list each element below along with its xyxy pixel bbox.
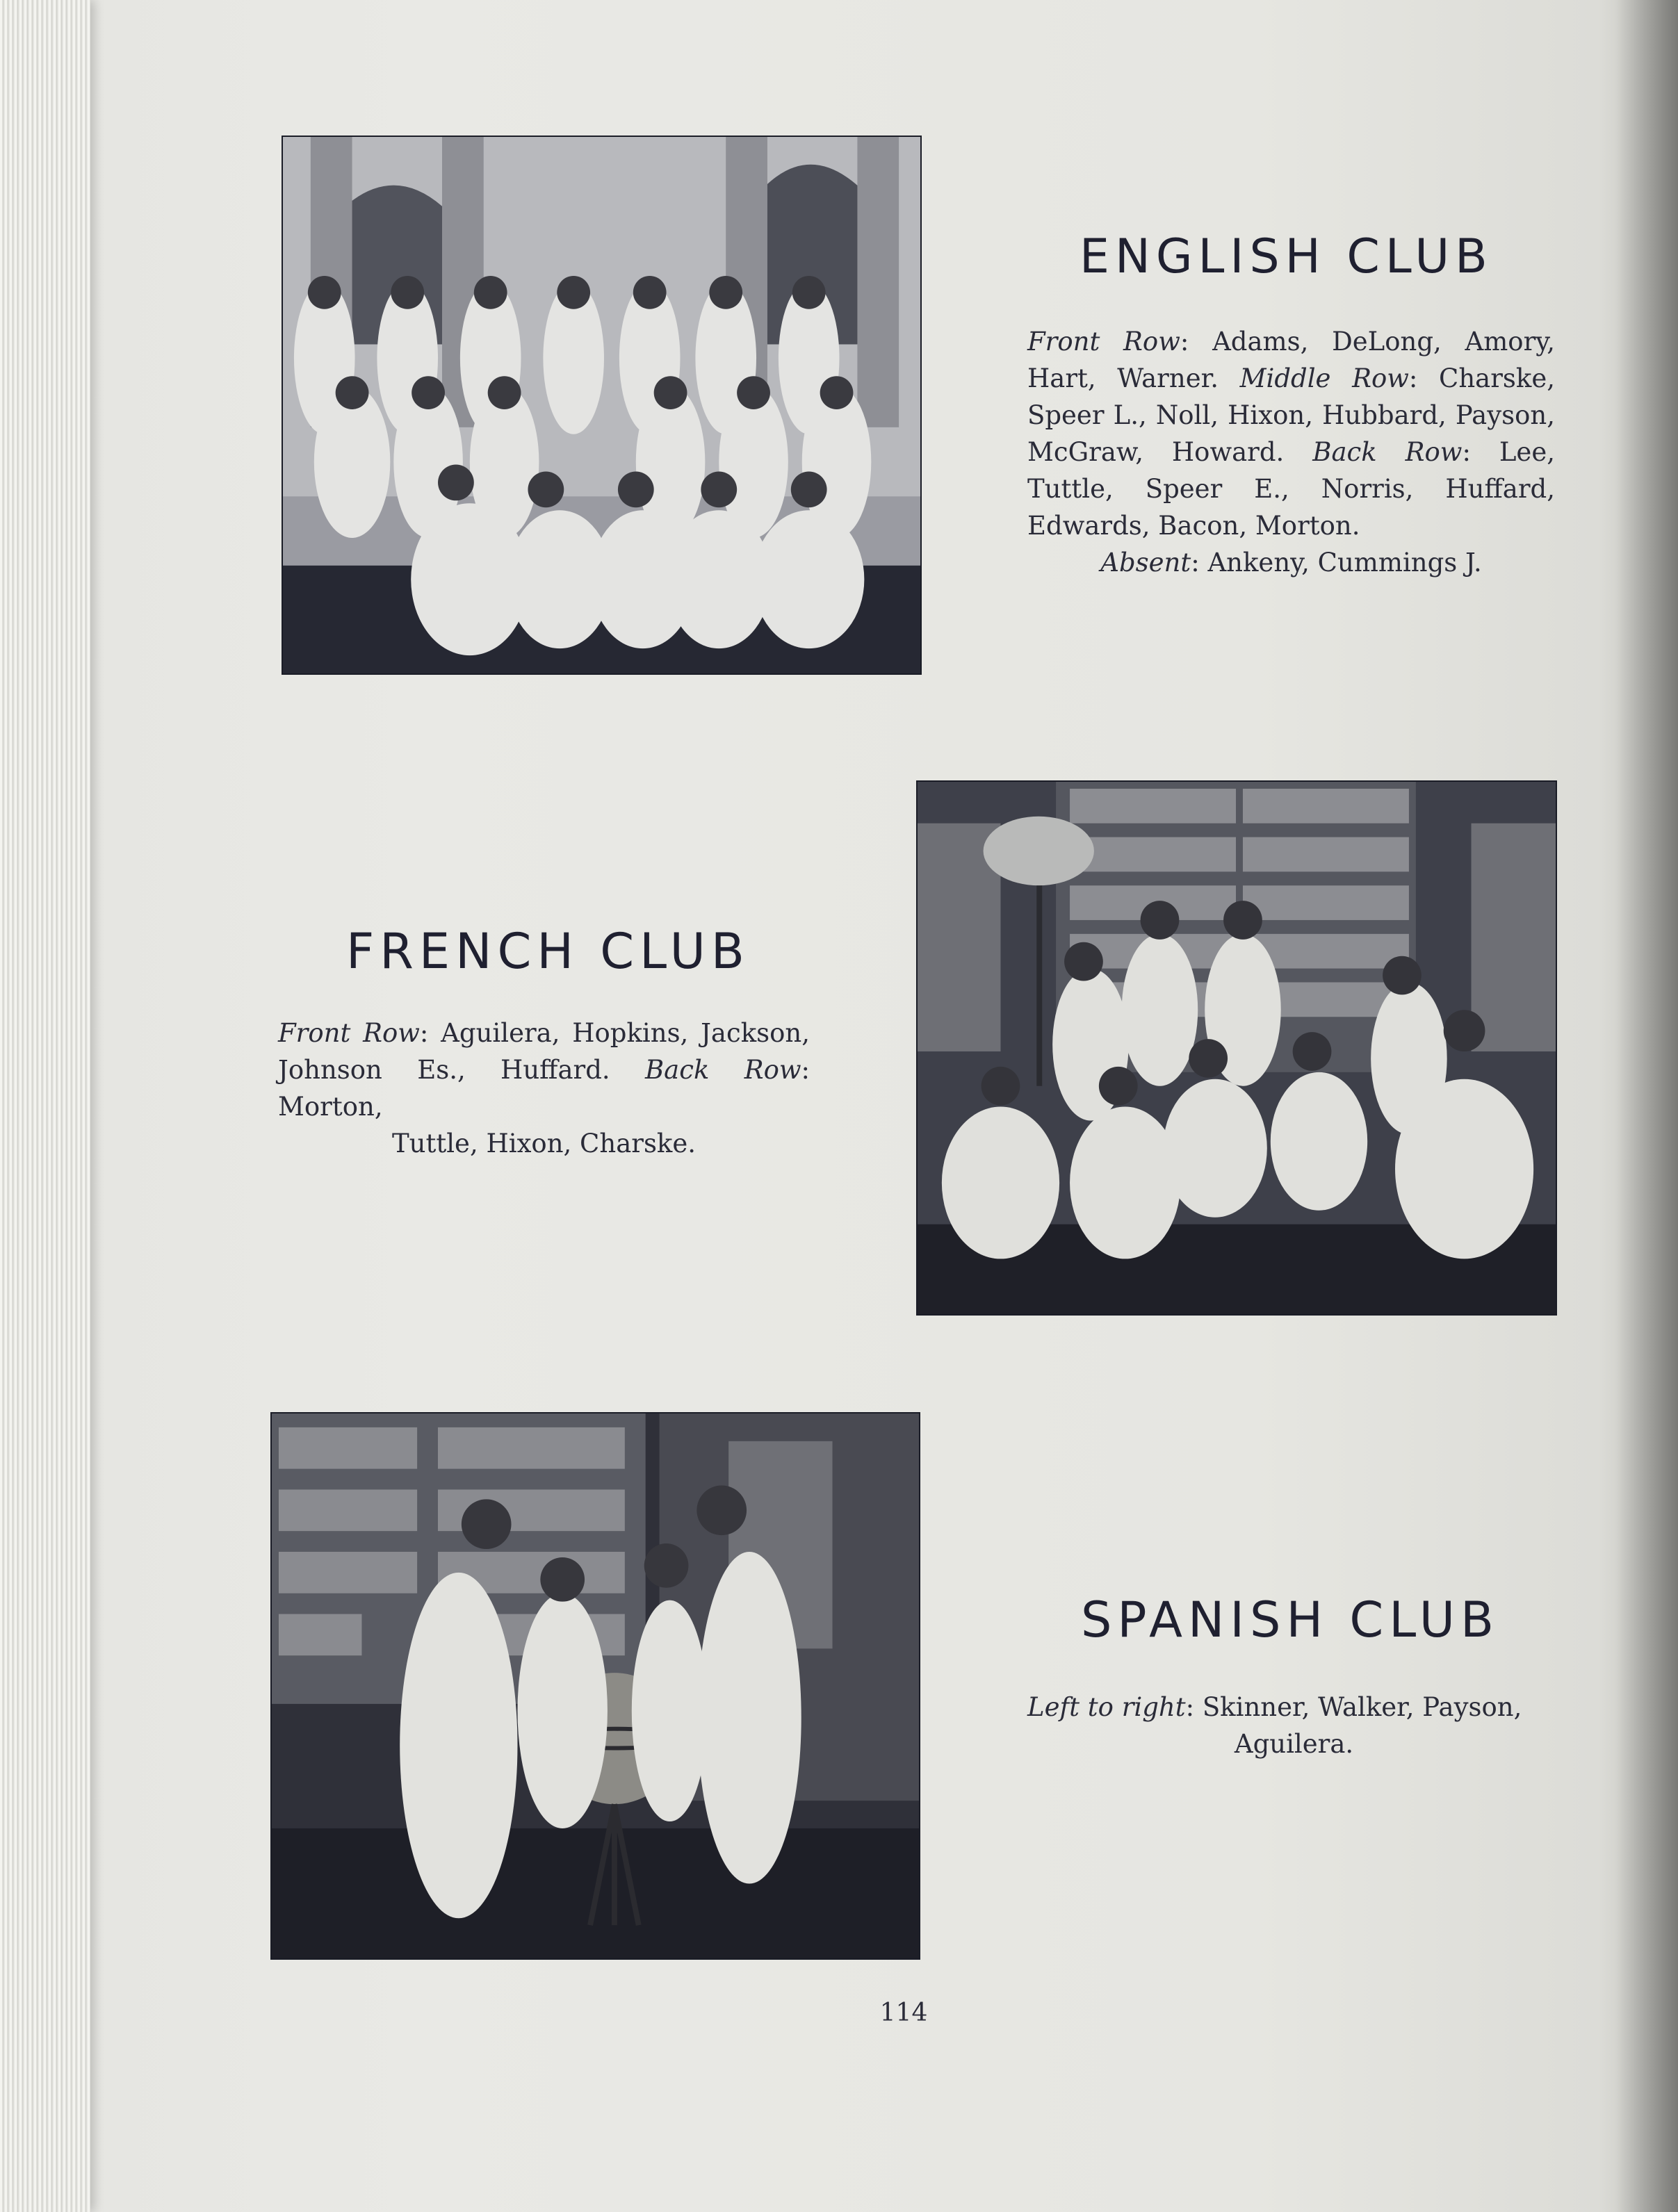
spanish-club-caption [1027, 1689, 1561, 1762]
spine-shadow [1615, 0, 1678, 2212]
absent-label: Absent [1100, 548, 1191, 577]
english-club-caption [1027, 323, 1555, 581]
absent-names: : Ankeny, Cummings J. [1191, 548, 1482, 577]
middle-row-label: Middle Row [1239, 363, 1409, 393]
back-row-label: Back Row [644, 1055, 801, 1085]
french-club-photo [916, 780, 1557, 1316]
french-club-caption [278, 1015, 810, 1162]
front-row-names: : Adams, DeLong, Amory, Hart, Warner. [1027, 327, 1556, 393]
spanish-club-title: SPANISH CLUB [1081, 1591, 1500, 1648]
page-number: 114 [879, 1999, 928, 2027]
spanish-club-photo [270, 1412, 920, 1960]
front-row-label: Front Row [278, 1018, 420, 1048]
english-club-title: ENGLISH CLUB [1080, 229, 1493, 284]
back-row-names: : Lee, Tuttle, Speer E., Norris, Huffard, Edwards, Bacon, Morton. [1027, 437, 1555, 541]
front-row-names: : Aguilera, Hopkins, Jackson, Johnson Es., Huffard. [278, 1018, 810, 1085]
spanish-club-names: : Skinner, Walker, Payson, [1185, 1692, 1522, 1722]
caption-last-line: Aguilera. [1234, 1729, 1354, 1759]
back-row-names: : Morton, [278, 1055, 810, 1122]
absent-line [1027, 544, 1555, 581]
english-club-photo [282, 136, 922, 675]
front-row-label: Front Row [1027, 327, 1180, 357]
french-club-title: FRENCH CLUB [346, 923, 750, 980]
back-row-label: Back Row [1312, 437, 1463, 467]
middle-row-names: : Charske, Speer L., Noll, Hixon, Hubbard, Payson, McGraw, Howard. [1027, 363, 1555, 467]
order-label: Left to right [1027, 1692, 1186, 1722]
caption-last-line: Tuttle, Hixon, Charske. [391, 1129, 697, 1158]
book-page-edges [0, 0, 90, 2212]
